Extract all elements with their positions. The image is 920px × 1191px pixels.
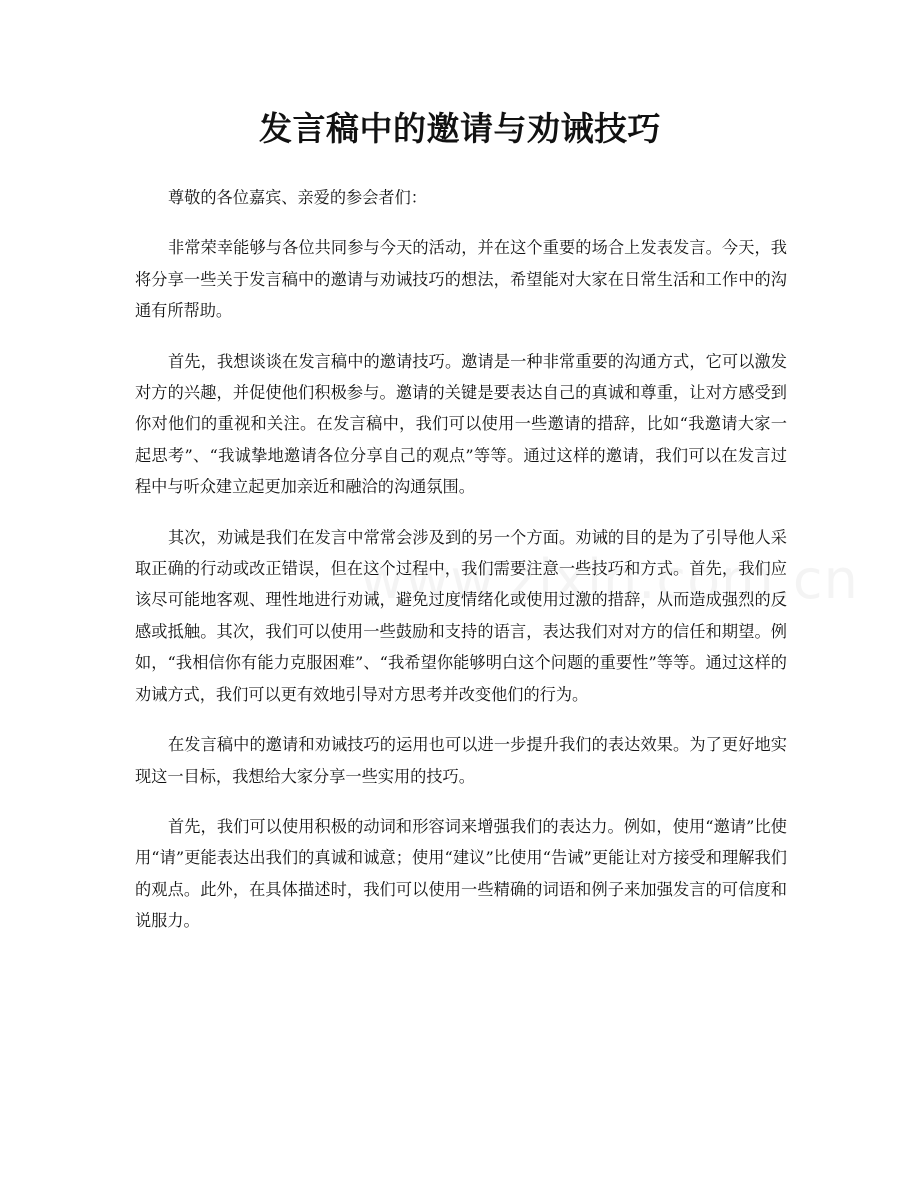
paragraph-intro: 非常荣幸能够与各位共同参与今天的活动，并在这个重要的场合上发表发言。今天，我将分享一些关于发言稿中的邀请与劝诫技巧的想法，希望能对大家在日常生活和工作中的沟通有所帮助。 — [135, 238, 787, 321]
document-body — [135, 182, 787, 956]
paragraph-application: 在发言稿中的邀请和劝诫技巧的运用也可以进一步提升我们的表达效果。为了更好地实现这一目标，我想给大家分享一些实用的技巧。 — [135, 735, 787, 786]
paragraph-greeting: 尊敬的各位嘉宾、亲爱的参会者们： — [168, 188, 427, 207]
paragraph-tips: 首先，我们可以使用积极的动词和形容词来增强我们的表达力。例如，使用“邀请”比使用“请”更能表达出我们的真诚和诚意；使用“建议”比使用“告诫”更能让对方接受和理解我们的观点。此外，在具体描述时，我们可以使用一些精确的词语和例子来加强发言的可信度和说服力。 — [135, 816, 787, 931]
document-title: 发言稿中的邀请与劝诫技巧 — [259, 109, 661, 148]
paragraph-invitation: 首先，我想谈谈在发言稿中的邀请技巧。邀请是一种非常重要的沟通方式，它可以激发对方的兴趣，并促使他们积极参与。邀请的关键是要表达自己的真诚和尊重，让对方感受到你对他们的重视和关注。在发言稿中，我们可以使用一些邀请的措辞，比如“我邀请大家一起思考”、“我诚挚地邀请各位分享自己的观点”等等。通过这样的邀请，我们可以在发言过程中与听众建立起更加亲近和融洽的沟通氛围。 — [135, 351, 787, 497]
paragraph-exhortation: 其次，劝诫是我们在发言中常常会涉及到的另一个方面。劝诫的目的是为了引导他人采取正确的行动或改正错误，但在这个过程中，我们需要注意一些技巧和方式。首先，我们应该尽可能地客观、理性地进行劝诫，避免过度情绪化或使用过激的措辞，从而造成强烈的反感或抵触。其次，我们可以使用一些鼓励和支持的语言，表达我们对对方的信任和期望。例如，“我相信你有能力克服困难”、“我希望你能够明白这个问题的重要性”等等。通过这样的劝诫方式，我们可以更有效地引导对方思考并改变他们的行为。 — [135, 527, 787, 704]
